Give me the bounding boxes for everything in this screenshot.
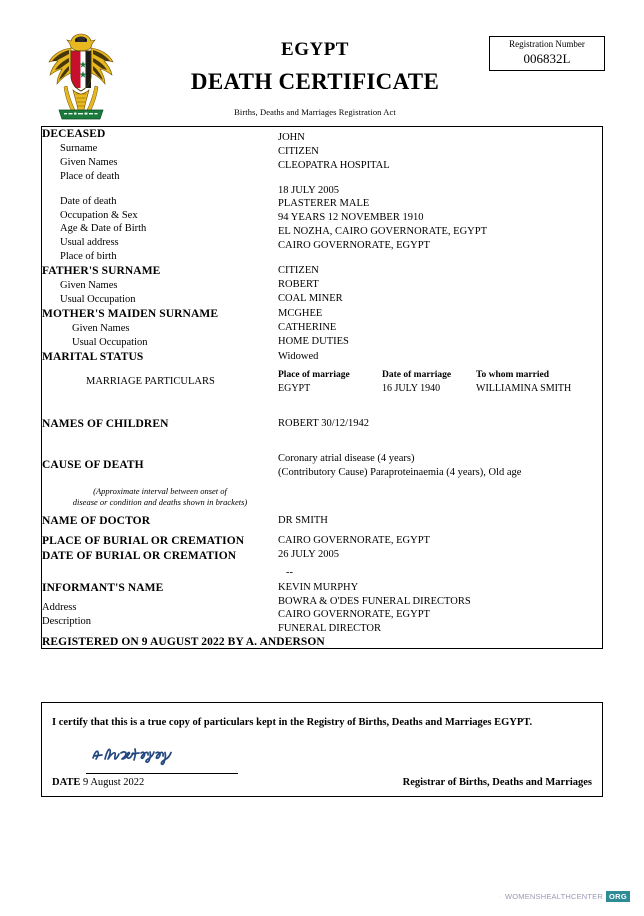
label-father-occupation: Usual Occupation <box>60 294 136 306</box>
doctor-label-cell <box>42 514 278 534</box>
title-block <box>150 38 480 117</box>
label-usual-address: Usual address <box>60 237 119 249</box>
certification-box <box>41 702 603 797</box>
label-given-names: Given Names <box>60 157 118 169</box>
country-title: EGYPT <box>281 39 349 60</box>
value-burial-extra: -- <box>286 566 293 578</box>
marriage-value-row <box>278 382 602 396</box>
table-row-doctor <box>42 514 602 534</box>
children-heading: NAMES OF CHILDREN <box>42 417 169 430</box>
value-occupation-sex: PLASTERER MALE <box>278 198 370 210</box>
watermark-badge: ORG <box>606 891 630 902</box>
informant-labels-cell <box>42 581 278 636</box>
date-value: 9 August 2022 <box>83 777 145 788</box>
value-burial-place: CAIRO GOVERNORATE, EGYPT <box>278 534 430 546</box>
marriage-particulars-table <box>278 369 602 395</box>
table-row-children <box>42 406 602 452</box>
doctor-heading: NAME OF DOCTOR <box>42 514 151 527</box>
registration-number-label: Registration Number <box>509 39 585 49</box>
children-label-cell <box>42 406 278 452</box>
spacer <box>42 184 278 195</box>
father-labels-cell <box>42 264 278 307</box>
table-row-father <box>42 264 602 307</box>
certificate-title: DEATH CERTIFICATE <box>190 68 440 94</box>
table-row-burial <box>42 534 602 566</box>
registered-statement: REGISTERED ON 9 AUGUST 2022 BY A. ANDERSON <box>42 636 325 649</box>
value-age-date-of-birth: 94 YEARS 12 NOVEMBER 1910 <box>278 212 424 224</box>
marital-values-cell <box>278 350 602 406</box>
label-date-of-death: Date of death <box>60 195 117 207</box>
table-row-registered <box>42 636 602 648</box>
value-informant-organisation: BOWRA & O'DES FUNERAL DIRECTORS <box>278 595 471 607</box>
value-date-of-marriage: 16 JULY 1940 <box>382 382 441 394</box>
site-watermark <box>500 886 630 906</box>
value-place-of-marriage: EGYPT <box>278 382 311 394</box>
value-children: ROBERT 30/12/1942 <box>278 417 370 429</box>
value-mother-occupation: HOME DUTIES <box>278 335 349 347</box>
table-row-deceased <box>42 127 602 264</box>
mother-labels-cell <box>42 307 278 350</box>
informant-heading: INFORMANT'S NAME <box>42 581 164 594</box>
act-subtitle: Births, Deaths and Marriages Registration Act <box>234 106 396 117</box>
burial-label-cell <box>42 534 278 566</box>
value-informant-description: FUNERAL DIRECTOR <box>278 623 381 635</box>
table-row-mother <box>42 307 602 350</box>
informant-values-cell <box>278 581 602 636</box>
burial-value-cell <box>278 534 602 566</box>
watermark-dots-icon <box>500 889 502 903</box>
cause-value-cell <box>278 452 602 514</box>
value-usual-address: EL NOZHA, CAIRO GOVERNORATE, EGYPT <box>278 226 488 238</box>
table-row-marital-status <box>42 350 602 406</box>
value-mother-given-names: CATHERINE <box>278 321 337 333</box>
marriage-particulars-label: MARRIAGE PARTICULARS <box>86 376 215 387</box>
value-marital-status: Widowed <box>278 350 319 362</box>
marital-status-heading: MARITAL STATUS <box>42 350 144 363</box>
watermark-text: WOMENSHEALTHCENTER <box>504 891 604 901</box>
label-informant-address: Address <box>42 601 77 613</box>
value-place-of-birth: CAIRO GOVERNORATE, EGYPT <box>278 240 430 252</box>
marriage-header-row <box>278 369 602 382</box>
registration-number-box <box>489 36 605 71</box>
certificate-table <box>41 126 603 649</box>
burial-extra-label-cell <box>42 566 278 581</box>
label-place-of-marriage: Place of marriage <box>278 369 350 380</box>
father-values-cell <box>278 264 602 307</box>
doctor-value-cell <box>278 514 602 534</box>
children-value-cell <box>278 406 602 452</box>
label-age-date-of-birth: Age & Date of Birth <box>60 223 147 235</box>
spacer <box>278 173 602 184</box>
value-cause-line-1: Coronary atrial disease (4 years) <box>278 452 415 464</box>
label-surname: Surname <box>60 143 98 155</box>
value-place-of-death: CLEOPATRA HOSPITAL <box>278 159 390 171</box>
value-father-occupation: COAL MINER <box>278 292 343 304</box>
father-heading: FATHER'S SURNAME <box>42 265 161 278</box>
label-occupation-sex: Occupation & Sex <box>60 209 138 221</box>
cause-note-line-2: disease or condition and deaths shown in brackets) <box>72 497 248 508</box>
mother-heading: MOTHER'S MAIDEN SURNAME <box>42 307 219 320</box>
label-mother-given-names: Given Names <box>72 323 130 335</box>
mother-values-cell <box>278 307 602 350</box>
cause-label-cell <box>42 452 278 514</box>
date-label: DATE <box>52 777 81 788</box>
egypt-eagle-emblem <box>45 30 117 126</box>
value-informant-name: KEVIN MURPHY <box>278 581 359 593</box>
deceased-labels-cell <box>42 127 278 264</box>
label-to-whom-married: To whom married <box>476 369 550 380</box>
value-father-given-names: ROBERT <box>278 278 319 290</box>
table-row-informant <box>42 581 602 636</box>
value-father-surname: CITIZEN <box>278 265 319 277</box>
value-surname: JOHN <box>278 132 305 143</box>
value-mother-surname: MCGHEE <box>278 307 323 319</box>
burial-date-heading: DATE OF BURIAL OR CREMATION <box>42 550 237 562</box>
marital-labels-cell <box>42 350 278 406</box>
value-burial-date: 26 JULY 2005 <box>278 548 339 560</box>
registrar-title: Registrar of Births, Deaths and Marriages <box>402 777 592 788</box>
table-row-cause-of-death <box>42 452 602 514</box>
signature-rule <box>86 773 238 774</box>
value-doctor: DR SMITH <box>278 514 328 526</box>
label-mother-occupation: Usual Occupation <box>72 336 148 348</box>
label-date-of-marriage: Date of marriage <box>382 369 452 380</box>
value-to-whom-married: WILLIAMINA SMITH <box>476 382 572 394</box>
label-informant-description: Description <box>42 615 91 627</box>
value-informant-address: CAIRO GOVERNORATE, EGYPT <box>278 609 430 621</box>
registration-number-value: 006832L <box>523 50 571 66</box>
table-row-burial-extra <box>42 566 602 581</box>
value-date-of-death: 18 JULY 2005 <box>278 184 339 196</box>
label-father-given-names: Given Names <box>60 280 118 292</box>
certification-date <box>52 777 144 788</box>
cause-of-death-heading: CAUSE OF DEATH <box>42 458 144 471</box>
deceased-heading: DECEASED <box>42 128 106 140</box>
cause-note-line-1: (Approximate interval between onset of <box>93 486 227 496</box>
burial-extra-value-cell <box>278 566 602 581</box>
certification-statement: I certify that this is a true copy of particulars kept in the Registry of Births, Deaths and Marriages EGYPT. <box>52 717 533 728</box>
value-cause-line-2: (Contributory Cause) Paraproteinaemia (4 years), Old age <box>278 466 522 478</box>
label-place-of-birth: Place of birth <box>60 251 117 263</box>
value-given-names: CITIZEN <box>278 145 319 157</box>
label-place-of-death: Place of death <box>60 170 120 182</box>
deceased-values-cell <box>278 127 602 264</box>
burial-place-heading: PLACE OF BURIAL OR CREMATION <box>42 534 245 547</box>
certificate-header <box>0 0 644 126</box>
registrar-signature <box>88 739 238 774</box>
